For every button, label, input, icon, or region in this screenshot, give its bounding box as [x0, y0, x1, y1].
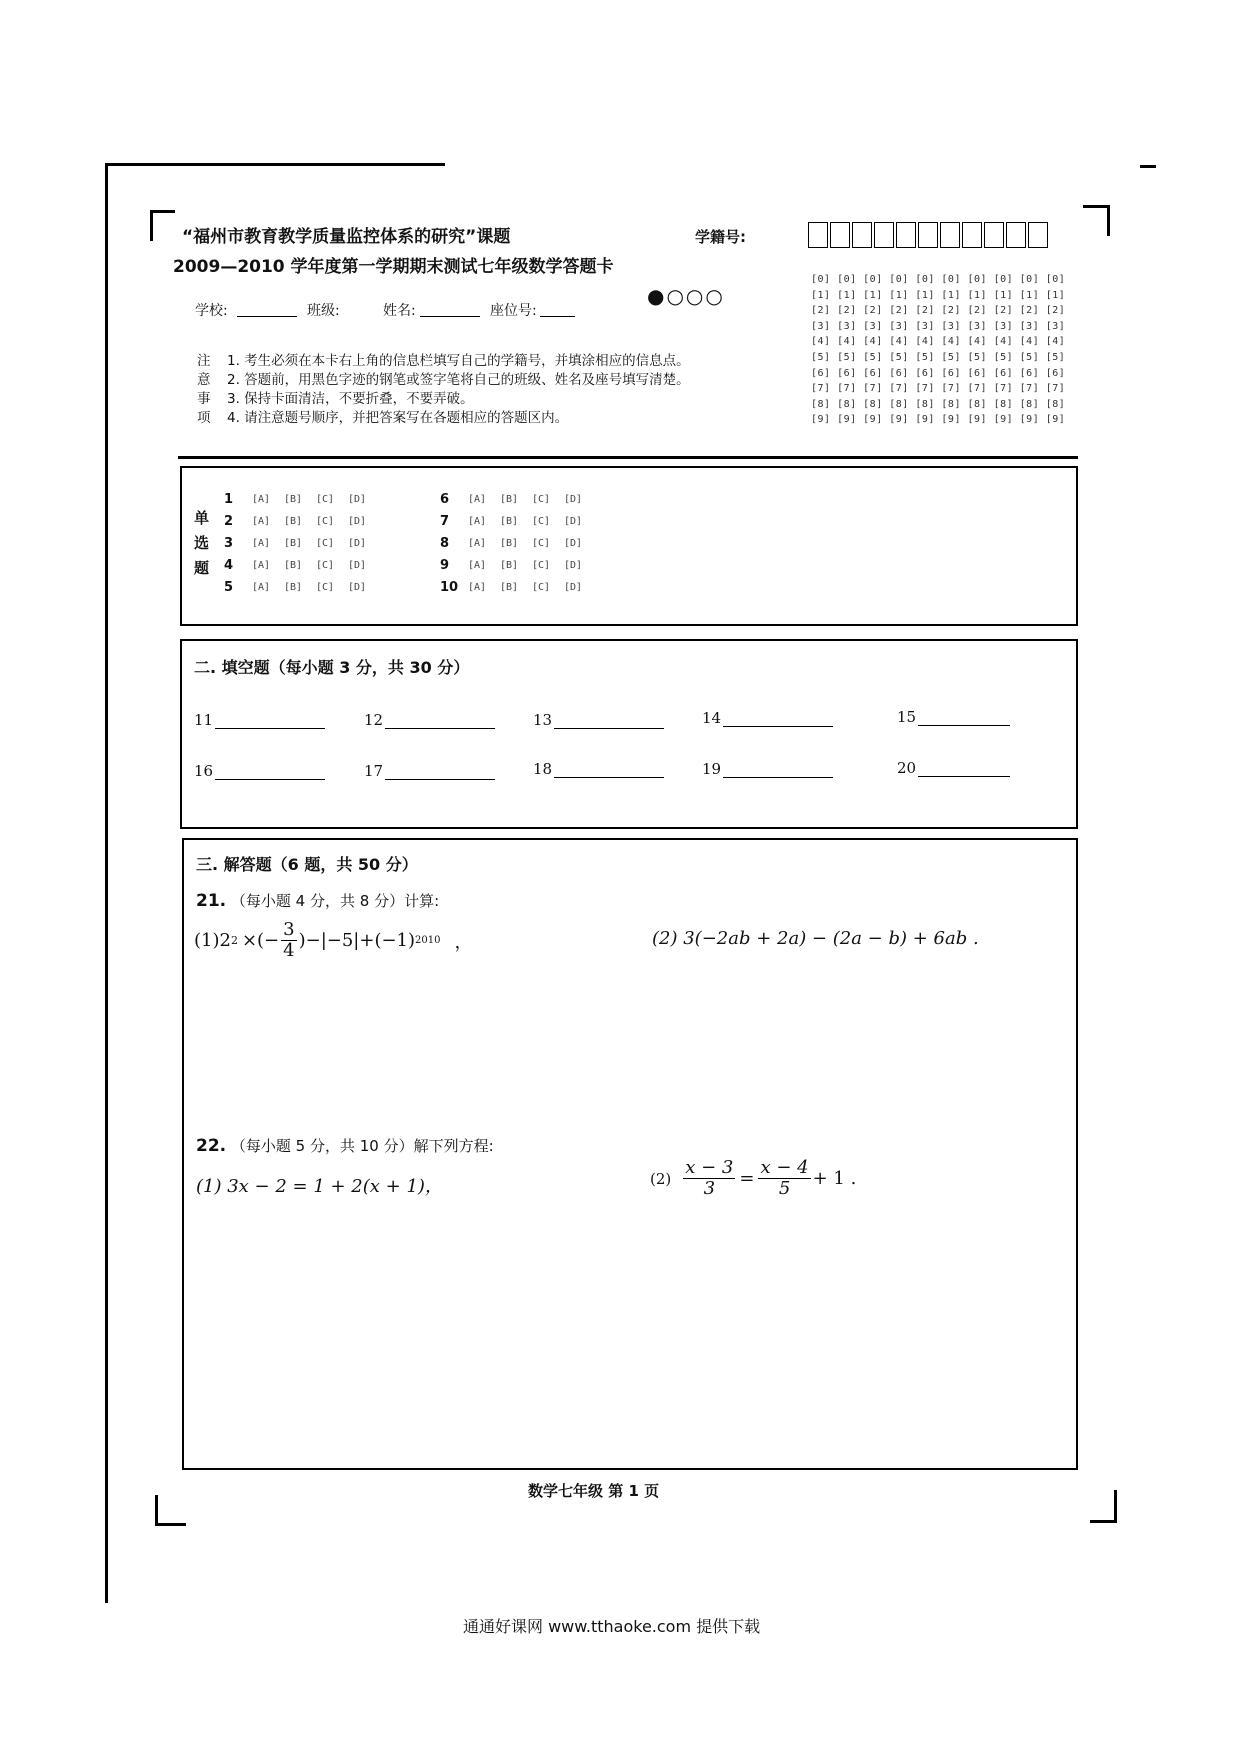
- id-digit-box[interactable]: [874, 222, 894, 248]
- q21-p1-mid: ×(−: [241, 930, 280, 951]
- mc-number: 7: [440, 514, 450, 529]
- question-22-number: 22.: [196, 1136, 227, 1156]
- student-id-label: 学籍号:: [695, 228, 746, 246]
- multiple-choice-box: [180, 466, 1078, 626]
- mc-option-c[interactable]: [C]: [316, 516, 335, 527]
- student-id-bubbles[interactable]: [811, 272, 1065, 428]
- mc-option-c[interactable]: [C]: [532, 582, 551, 593]
- school-line[interactable]: [237, 316, 297, 317]
- id-digit-box[interactable]: [940, 222, 960, 248]
- mc-option-b[interactable]: [B]: [500, 494, 519, 505]
- mc-number: 3: [224, 536, 234, 551]
- mc-option-b[interactable]: [B]: [284, 494, 303, 505]
- note-text: 1. 考生必须在本卡右上角的信息栏填写自己的学籍号，并填涂相应的信息点。: [227, 353, 690, 369]
- mc-option-b[interactable]: [B]: [500, 560, 519, 571]
- mc-option-d[interactable]: [D]: [564, 494, 583, 505]
- q22-p2-fraction-1: [683, 1158, 735, 1199]
- fraction-numerator: 3: [283, 919, 295, 940]
- mc-option-d[interactable]: [D]: [564, 538, 583, 549]
- mc-option-a[interactable]: [A]: [468, 560, 487, 571]
- mc-question-row[interactable]: [440, 514, 596, 529]
- fraction-numerator: x − 3: [685, 1157, 734, 1178]
- mc-option-b[interactable]: [B]: [284, 560, 303, 571]
- fill-blank-number: 15: [897, 708, 917, 726]
- fill-blank-number: 19: [702, 760, 722, 778]
- name-line[interactable]: [420, 316, 480, 317]
- q21-p1-exponent: 2: [230, 934, 238, 947]
- bubble-row[interactable]: [8] [8] [8] [8] [8] [8] [8] [8] [8] [8]: [811, 398, 1066, 410]
- mc-question-row[interactable]: [224, 492, 380, 507]
- bubble-row[interactable]: [6] [6] [6] [6] [6] [6] [6] [6] [6] [6]: [811, 367, 1066, 379]
- mc-number: 8: [440, 536, 450, 551]
- mc-option-a[interactable]: [A]: [252, 538, 271, 549]
- fill-blank-line[interactable]: [723, 710, 833, 727]
- mc-option-d[interactable]: [D]: [348, 582, 367, 593]
- mc-option-d[interactable]: [D]: [348, 560, 367, 571]
- id-digit-box[interactable]: [896, 222, 916, 248]
- mc-question-row[interactable]: [224, 514, 380, 529]
- bubble-row[interactable]: [1] [1] [1] [1] [1] [1] [1] [1] [1] [1]: [811, 289, 1066, 301]
- mc-option-a[interactable]: [A]: [252, 560, 271, 571]
- header-divider: [178, 456, 1078, 459]
- mc-option-b[interactable]: [B]: [284, 538, 303, 549]
- fill-blank-item[interactable]: [533, 711, 664, 729]
- fill-blank-number: 11: [194, 711, 214, 729]
- question-21-part1: [194, 920, 472, 961]
- q21-p1-prefix: (1): [194, 930, 220, 951]
- note-label: 事: [197, 391, 211, 407]
- mc-label-char: 单: [194, 509, 210, 527]
- fraction-denominator: 5: [778, 1178, 791, 1199]
- question-22-instruction: （每小题 5 分，共 10 分）解下列方程:: [230, 1137, 494, 1155]
- mc-question-row[interactable]: [440, 580, 596, 595]
- question-22-header: [196, 1135, 494, 1156]
- mc-number: 10: [440, 580, 459, 595]
- fill-blank-number: 18: [533, 760, 553, 778]
- header-title-line2: 2009—2010 学年度第一学期期末测试七年级数学答题卡: [173, 257, 614, 277]
- mc-option-c[interactable]: [C]: [532, 494, 551, 505]
- fill-blank-item[interactable]: [702, 760, 833, 778]
- mc-question-row[interactable]: [224, 558, 380, 573]
- fill-blank-item[interactable]: [897, 759, 1010, 777]
- fill-blank-title: 二. 填空题（每小题 3 分，共 30 分）: [194, 658, 470, 677]
- mc-option-c[interactable]: [C]: [532, 516, 551, 527]
- page-number-label: 数学七年级 第 1 页: [528, 1482, 660, 1500]
- note-row: [197, 390, 690, 409]
- mc-option-c[interactable]: [C]: [316, 494, 335, 505]
- note-text: 2. 答题前，用黑色字迹的钢笔或签字笔将自己的班级、姓名及座号填写清楚。: [227, 372, 690, 388]
- page-marker: ●○○○: [647, 284, 725, 308]
- question-21-part2: (2) 3(−2ab + 2a) − (2a − b) + 6ab .: [652, 928, 979, 949]
- mc-label-char: 选: [194, 534, 210, 552]
- mc-option-a[interactable]: [A]: [252, 494, 271, 505]
- mc-option-b[interactable]: [B]: [500, 582, 519, 593]
- fill-blank-number: 20: [897, 759, 917, 777]
- mc-number: 4: [224, 558, 234, 573]
- source-footer: 通通好课网 www.tthaoke.com 提供下载: [463, 1617, 761, 1636]
- q21-p1-tail-exponent: 2010: [415, 935, 441, 946]
- q21-p1-fraction: [281, 920, 296, 961]
- fraction-denominator: 3: [703, 1178, 716, 1199]
- fill-blank-line[interactable]: [385, 712, 495, 729]
- seat-line[interactable]: [540, 316, 575, 317]
- mc-option-a[interactable]: [A]: [252, 582, 271, 593]
- id-digit-box[interactable]: [1006, 222, 1026, 248]
- question-22-part2: [650, 1158, 856, 1199]
- student-id-boxes[interactable]: [808, 222, 1050, 248]
- q22-p2-fraction-2: [758, 1158, 810, 1199]
- problem-solving-box[interactable]: [182, 838, 1078, 1470]
- fill-blank-number: 13: [533, 711, 553, 729]
- fill-blank-box: [180, 639, 1078, 829]
- q22-p2-equals: =: [739, 1168, 755, 1189]
- bubble-row[interactable]: [3] [3] [3] [3] [3] [3] [3] [3] [3] [3]: [811, 320, 1066, 332]
- question-22-part1: (1) 3x − 2 = 1 + 2(x + 1)，: [196, 1176, 443, 1197]
- mc-option-b[interactable]: [B]: [500, 516, 519, 527]
- mc-number: 6: [440, 492, 450, 507]
- fraction-denominator: 4: [283, 940, 295, 961]
- fill-blank-number: 14: [702, 709, 722, 727]
- fill-blank-item[interactable]: [897, 708, 1010, 726]
- note-label: 注: [197, 353, 211, 369]
- mc-number: 9: [440, 558, 450, 573]
- mc-option-a[interactable]: [A]: [468, 538, 487, 549]
- mc-number: 5: [224, 580, 234, 595]
- fill-blank-item[interactable]: [364, 711, 495, 729]
- note-text: 3. 保持卡面清洁，不要折叠，不要弄破。: [227, 391, 474, 407]
- id-digit-box[interactable]: [984, 222, 1004, 248]
- mc-option-c[interactable]: [C]: [316, 560, 335, 571]
- class-label: 班级:: [307, 303, 340, 319]
- header-title-line1: “福州市教育教学质量监控体系的研究”课题: [182, 227, 511, 247]
- id-digit-box[interactable]: [962, 222, 982, 248]
- fill-blank-item[interactable]: [194, 762, 325, 780]
- mc-option-d[interactable]: [D]: [348, 516, 367, 527]
- fill-blank-line[interactable]: [554, 761, 664, 778]
- note-row: [197, 352, 690, 371]
- mc-option-a[interactable]: [A]: [468, 516, 487, 527]
- mc-option-d[interactable]: [D]: [348, 494, 367, 505]
- mc-question-row[interactable]: [224, 580, 380, 595]
- mc-label: [194, 506, 209, 581]
- corner-mark-bottom-left: [155, 1495, 186, 1526]
- mc-question-row[interactable]: [224, 536, 380, 551]
- mc-number: 1: [224, 492, 234, 507]
- fill-blank-line[interactable]: [723, 761, 833, 778]
- mc-number: 2: [224, 514, 234, 529]
- mc-option-c[interactable]: [C]: [532, 560, 551, 571]
- q22-p2-end: + 1 .: [812, 1168, 857, 1189]
- mc-option-b[interactable]: [B]: [284, 516, 303, 527]
- question-21-number: 21.: [196, 891, 227, 911]
- id-digit-box[interactable]: [852, 222, 872, 248]
- fill-blank-item[interactable]: [533, 760, 664, 778]
- mc-option-b[interactable]: [B]: [500, 538, 519, 549]
- school-label: 学校:: [195, 303, 228, 319]
- id-digit-box[interactable]: [808, 222, 828, 248]
- mc-option-d[interactable]: [D]: [348, 538, 367, 549]
- note-row: [197, 371, 690, 390]
- fill-blank-line[interactable]: [918, 760, 1010, 777]
- fill-blank-number: 12: [364, 711, 384, 729]
- info-fields: [195, 300, 575, 320]
- mc-option-a[interactable]: [A]: [252, 516, 271, 527]
- id-digit-box[interactable]: [1028, 222, 1048, 248]
- bubble-row[interactable]: [9] [9] [9] [9] [9] [9] [9] [9] [9] [9]: [811, 414, 1066, 426]
- fill-blank-line[interactable]: [918, 709, 1010, 726]
- note-row: [197, 409, 690, 428]
- fill-blank-item[interactable]: [194, 711, 325, 729]
- q22-p2-prefix: (2): [650, 1169, 672, 1188]
- fill-blank-line[interactable]: [215, 712, 325, 729]
- q21-p1-end: ，: [454, 931, 473, 953]
- bubble-row[interactable]: [5] [5] [5] [5] [5] [5] [5] [5] [5] [5]: [811, 351, 1066, 363]
- mc-option-d[interactable]: [D]: [564, 582, 583, 593]
- notes-block: [197, 352, 690, 428]
- mc-option-c[interactable]: [C]: [316, 582, 335, 593]
- fill-blank-line[interactable]: [385, 763, 495, 780]
- mc-option-a[interactable]: [A]: [468, 582, 487, 593]
- bubble-row[interactable]: [2] [2] [2] [2] [2] [2] [2] [2] [2] [2]: [811, 305, 1066, 317]
- corner-mark-bottom-right: [1090, 1490, 1117, 1523]
- fill-blank-number: 17: [364, 762, 384, 780]
- mc-option-c[interactable]: [C]: [316, 538, 335, 549]
- mc-option-b[interactable]: [B]: [284, 582, 303, 593]
- note-label: 意: [197, 372, 211, 388]
- note-text: 4. 请注意题号顺序，并把答案写在各题相应的答题区内。: [227, 410, 569, 426]
- mc-option-c[interactable]: [C]: [532, 538, 551, 549]
- note-label: 项: [197, 410, 211, 426]
- id-digit-box[interactable]: [830, 222, 850, 248]
- q21-p1-tail: )−|−5|+(−1): [298, 930, 416, 951]
- fill-blank-line[interactable]: [215, 763, 325, 780]
- bubble-row[interactable]: [4] [4] [4] [4] [4] [4] [4] [4] [4] [4]: [811, 336, 1066, 348]
- mc-label-char: 题: [194, 559, 210, 577]
- fill-blank-number: 16: [194, 762, 214, 780]
- fill-blank-item[interactable]: [364, 762, 495, 780]
- corner-mark-top-left: [150, 210, 175, 241]
- corner-mark-top-right: [1083, 205, 1110, 236]
- mc-question-row[interactable]: [440, 492, 596, 507]
- question-21-header: [196, 890, 439, 911]
- mc-option-d[interactable]: [D]: [564, 560, 583, 571]
- mc-question-row[interactable]: [440, 536, 596, 551]
- bubble-row[interactable]: [7] [7] [7] [7] [7] [7] [7] [7] [7] [7]: [811, 383, 1066, 395]
- fraction-numerator: x − 4: [760, 1157, 809, 1178]
- seat-label: 座位号:: [490, 303, 537, 319]
- mc-question-row[interactable]: [440, 558, 596, 573]
- page-top-edge: [105, 163, 445, 166]
- q21-p1-base: 2: [219, 930, 231, 951]
- id-digit-box[interactable]: [918, 222, 938, 248]
- problem-solving-title: 三. 解答题（6 题，共 50 分）: [196, 855, 418, 874]
- page-left-edge: [105, 163, 108, 1603]
- mc-option-a[interactable]: [A]: [468, 494, 487, 505]
- page-right-top-dash: [1140, 165, 1156, 168]
- bubble-row[interactable]: [0] [0] [0] [0] [0] [0] [0] [0] [0] [0]: [811, 274, 1066, 285]
- question-21-instruction: （每小题 4 分，共 8 分）计算:: [230, 892, 440, 910]
- mc-option-d[interactable]: [D]: [564, 516, 583, 527]
- fill-blank-line[interactable]: [554, 712, 664, 729]
- name-label: 姓名:: [383, 303, 416, 319]
- fill-blank-item[interactable]: [702, 709, 833, 727]
